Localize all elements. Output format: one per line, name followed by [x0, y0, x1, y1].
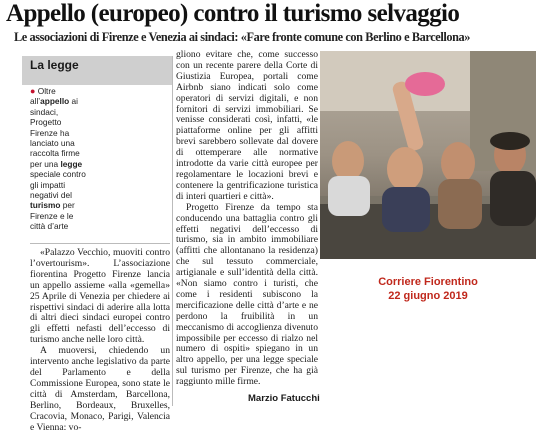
headline: Appello (europeo) contro il turismo selvaggio	[6, 0, 460, 27]
subheadline: Le associazioni di Firenze e Venezia ai sindaci: «Fare fronte comune con Berlino e Barcellona»	[14, 30, 471, 44]
sidebar-divider	[30, 243, 170, 244]
sidebar-header-box	[22, 56, 172, 85]
sidebar-note	[30, 86, 88, 232]
tourists-photo	[320, 51, 536, 259]
caption-publication: Corriere Fiorentino	[378, 276, 478, 288]
sidebar-text: speciale contro gli impatti negativi del	[30, 169, 86, 201]
sidebar-keyword: appello	[40, 96, 70, 107]
sidebar-text: Oltre all’	[30, 86, 56, 107]
sidebar-keyword: turismo	[30, 200, 61, 211]
caption-date: 22 giugno 2019	[388, 289, 468, 302]
article-column-2	[176, 50, 318, 388]
bullet-icon: ●	[30, 86, 36, 96]
byline: Marzio Fatucchi	[248, 393, 320, 404]
column-divider	[172, 56, 173, 406]
article-paragraph: Progetto Firenze da tempo sta conducendo una battaglia contro gli effetti negativi dell’eccesso di turismo, sia in ambito immobiliare (affitti che allontanano la residenza) che sul tessuto commerciale, artigianale e sull’identità della città. «Non siamo contro i turisti, che come i residenti subiscono la mercificazione delle città d’arte e ne perdono la fruibilità in un meccanismo di accoglienza divenuto impossibile per eccesso di rialzo nel numero di ospiti» spiegano in un altro appello, per una legge speciale sul turismo per Firenze, che ha già raggiunto mille firme.	[176, 201, 318, 388]
sidebar-keyword: legge	[60, 158, 83, 169]
article-paragraph: «Palazzo Vecchio, muoviti contro l’overtourism». L’associazione fiorentina Progetto Firenze lancia un appello assieme «alla «gemella» 25 Aprile di Venezia per chiedere ai rispettivi sindaci di aderire alla lotta di altri dieci sindaci europei contro gli effetti nefasti dell’eccesso di turismo anche nelle loro città.	[30, 247, 170, 346]
article-paragraph: A muoversi, chiedendo un intervento anche legislativo da parte del Parlamento e della Commissione Europea, sono state le città di Amsterdam, Barcellona, Berlino, Bordeaux, Bruxelles, Cracovia, Monaco, Parigi, Valencia e Vienna: vo-	[30, 345, 170, 433]
sidebar-text: ai sindaci, Progetto Firenze ha lanciato una raccolta firme per una	[30, 96, 80, 169]
article-column-1	[30, 248, 170, 433]
photo-illustration	[320, 51, 536, 259]
photo-caption	[320, 276, 536, 303]
article-paragraph: gliono evitare che, come successo con un recente parere della Corte di Giustizia Europea, portali come Airbnb siano indicati solo come operatori di servizi digitali, e non fornitori di servizi immobiliari. Se venisse considerati così, infatti, «le piattaforme online per gli affitti brevi sarebbero sollevate dal dovere di ottemperare alle normative introdotte da varie città europee per regolamentare le locazioni brevi e contenere la gentrificazione turistica di interi quartieri e città».	[176, 49, 318, 202]
sidebar-text: per Firenze e le città d’arte	[30, 200, 75, 232]
sidebar-title: La legge	[30, 58, 79, 72]
